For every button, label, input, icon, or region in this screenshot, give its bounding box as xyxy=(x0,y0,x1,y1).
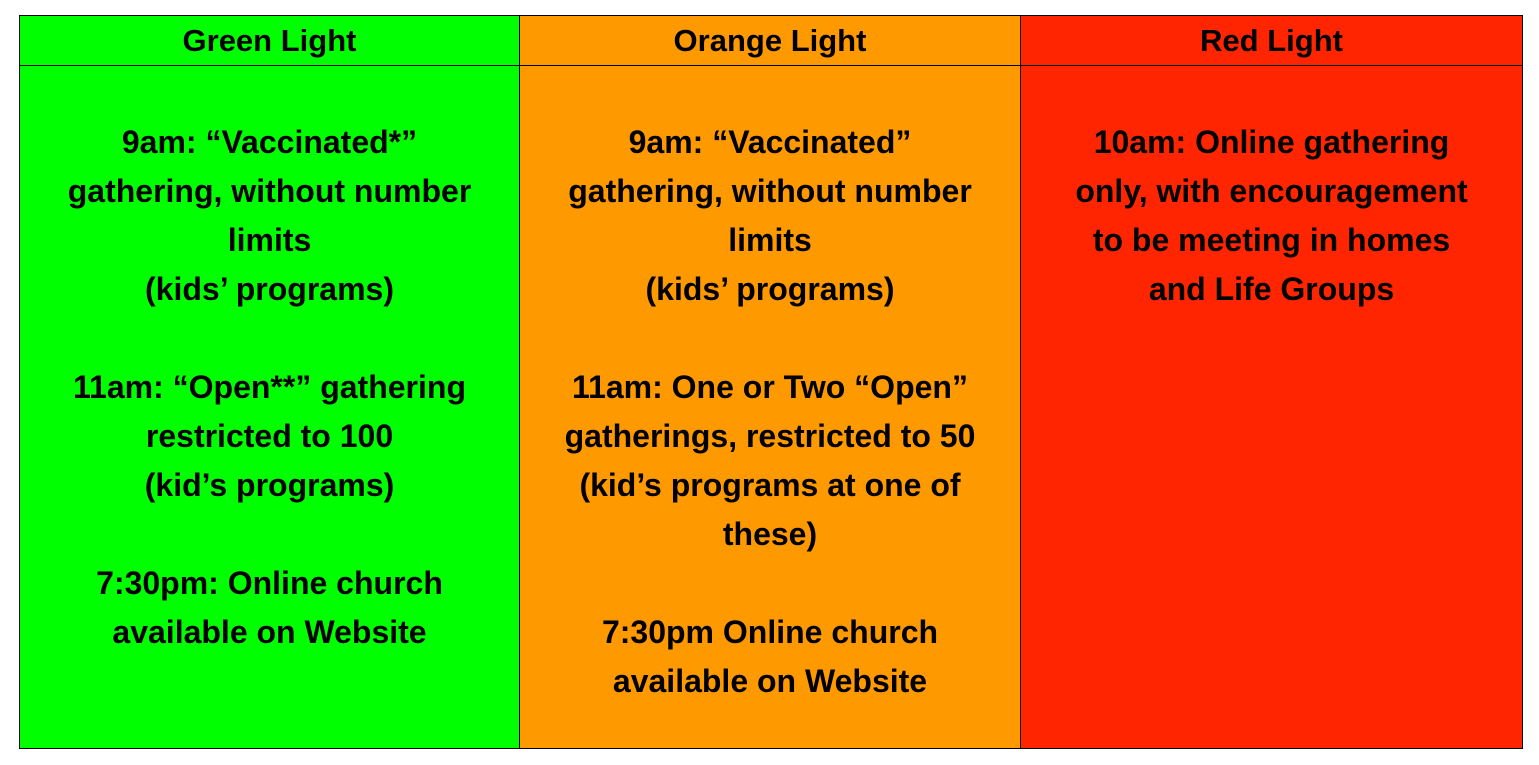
text-line: 9am: “Vaccinated” xyxy=(628,124,912,160)
text-line: 10am: Online gathering xyxy=(1093,124,1450,160)
text-line: available on Website xyxy=(612,663,928,699)
paragraph-spacer xyxy=(538,559,1002,608)
green-730pm-paragraph xyxy=(38,559,501,657)
header-red-light: Red Light xyxy=(1021,16,1523,66)
text-line: available on Website xyxy=(112,614,427,650)
text-line: (kid’s programs at one of xyxy=(579,467,961,503)
green-schedule-cell xyxy=(20,66,520,749)
orange-schedule-cell xyxy=(520,66,1021,749)
paragraph-spacer xyxy=(38,314,501,363)
text-line: gathering, without number xyxy=(568,173,972,209)
text-line: limits xyxy=(227,222,312,258)
text-line: 7:30pm: Online church xyxy=(96,565,443,601)
text-line: and Life Groups xyxy=(1148,271,1395,307)
text-line: these) xyxy=(722,516,818,552)
traffic-light-table xyxy=(19,15,1523,749)
text-line: gathering, without number xyxy=(67,173,472,209)
text-line: 11am: One or Two “Open” xyxy=(572,369,968,405)
text-line: limits xyxy=(728,222,812,258)
red-schedule-cell xyxy=(1021,66,1523,749)
text-line: 7:30pm Online church xyxy=(601,614,939,650)
text-line: to be meeting in homes xyxy=(1092,222,1451,258)
schedule-row xyxy=(20,66,1523,749)
orange-9am-paragraph xyxy=(538,118,1002,314)
text-line: (kids’ programs) xyxy=(645,271,895,307)
paragraph-spacer xyxy=(538,314,1002,363)
orange-11am-paragraph xyxy=(538,363,1002,559)
header-row xyxy=(20,16,1523,66)
paragraph-spacer xyxy=(38,510,501,559)
text-line: 9am: “Vaccinated*” xyxy=(121,124,418,160)
green-9am-paragraph xyxy=(38,118,501,314)
header-green-light: Green Light xyxy=(20,16,520,66)
text-line: (kid’s programs) xyxy=(144,467,395,503)
orange-730pm-paragraph xyxy=(538,608,1002,706)
text-line: only, with encouragement xyxy=(1075,173,1468,209)
red-10am-paragraph xyxy=(1039,118,1504,314)
green-11am-paragraph xyxy=(38,363,501,510)
header-orange-light: Orange Light xyxy=(520,16,1021,66)
text-line: gatherings, restricted to 50 xyxy=(564,418,976,454)
text-line: restricted to 100 xyxy=(145,418,394,454)
text-line: 11am: “Open**” gathering xyxy=(73,369,466,405)
text-line: (kids’ programs) xyxy=(145,271,394,307)
